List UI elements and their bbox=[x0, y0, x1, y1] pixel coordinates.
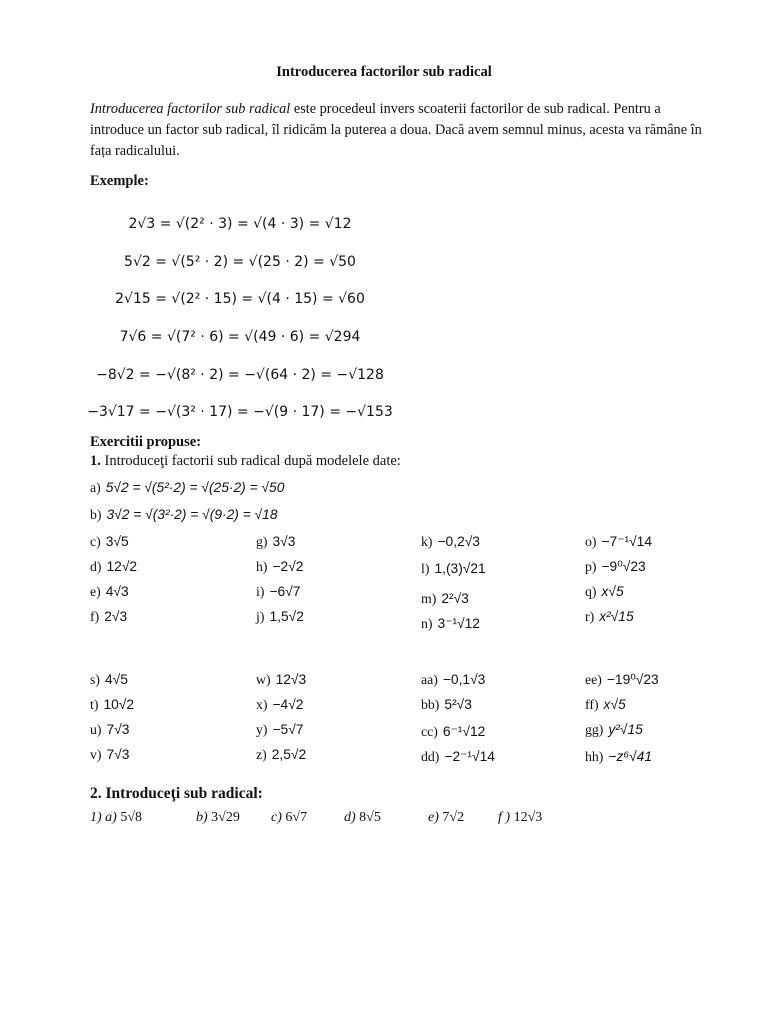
item-expression: x√5 bbox=[603, 697, 626, 712]
task-2-item bbox=[428, 810, 464, 826]
exercise-item bbox=[421, 561, 486, 577]
item-expression: −5√7 bbox=[272, 722, 304, 737]
item-expression: −z⁶√41 bbox=[608, 749, 653, 764]
item-label: h) bbox=[256, 559, 268, 574]
exercise-item bbox=[90, 559, 137, 575]
exercise-item bbox=[585, 697, 626, 713]
exercise-item bbox=[585, 559, 646, 575]
item-expression: 3√5 bbox=[105, 534, 129, 549]
item-expression: 12√3 bbox=[275, 672, 307, 687]
item-label: n) bbox=[421, 616, 433, 631]
item-label: g) bbox=[256, 534, 268, 549]
exercise-item bbox=[585, 534, 652, 550]
item-expression: 6√7 bbox=[285, 810, 308, 825]
item-label: c) bbox=[271, 810, 282, 825]
item-label: c) bbox=[90, 534, 101, 549]
item-label: a) bbox=[90, 480, 101, 495]
item-expression: −7⁻¹√14 bbox=[601, 534, 653, 549]
exercise-item bbox=[256, 722, 303, 738]
item-expression: 12√2 bbox=[106, 559, 138, 574]
example-equation: 5√2 = √(5² · 2) = √(25 · 2) = √50 bbox=[124, 254, 356, 270]
item-expression: 7√2 bbox=[442, 810, 465, 825]
task-2-item bbox=[196, 810, 240, 826]
item-label: 1) a) bbox=[90, 810, 117, 825]
exercise-item bbox=[421, 672, 485, 688]
item-label: cc) bbox=[421, 724, 438, 739]
item-label: r) bbox=[585, 609, 595, 624]
item-label: q) bbox=[585, 584, 597, 599]
item-expression: 8√5 bbox=[359, 810, 381, 825]
item-expression: 3√3 bbox=[272, 534, 296, 549]
exercise-item bbox=[585, 749, 652, 765]
item-expression: 1,(3)√21 bbox=[434, 561, 486, 576]
item-label: hh) bbox=[585, 749, 604, 764]
item-label: o) bbox=[585, 534, 597, 549]
task-2-number: 2. bbox=[90, 785, 102, 802]
item-label: j) bbox=[256, 609, 265, 624]
item-expression: 12√3 bbox=[513, 810, 543, 825]
item-label: y) bbox=[256, 722, 268, 737]
item-expression: 4√5 bbox=[104, 672, 128, 687]
task-1-instruction bbox=[90, 453, 401, 470]
item-expression: 3√29 bbox=[211, 810, 240, 825]
exercise-item bbox=[90, 609, 127, 625]
item-label: d) bbox=[90, 559, 102, 574]
exercise-item bbox=[585, 609, 634, 625]
item-expression: y²√15 bbox=[608, 722, 643, 737]
task-2-item bbox=[344, 810, 381, 826]
exercise-item bbox=[421, 616, 480, 632]
item-label: k) bbox=[421, 534, 433, 549]
example-equation: 2√15 = √(2² · 15) = √(4 · 15) = √60 bbox=[115, 291, 365, 307]
item-label: p) bbox=[585, 559, 597, 574]
item-label: w) bbox=[256, 672, 271, 687]
exercise-item bbox=[585, 722, 643, 738]
item-expression: −6√7 bbox=[269, 584, 301, 599]
item-label: m) bbox=[421, 591, 437, 606]
item-expression: x²√15 bbox=[599, 609, 634, 624]
exercise-item bbox=[585, 584, 624, 600]
exercise-item bbox=[90, 584, 129, 600]
item-label: aa) bbox=[421, 672, 438, 687]
exercise-item bbox=[421, 724, 485, 740]
example-equation: −8√2 = −√(8² · 2) = −√(64 · 2) = −√128 bbox=[96, 367, 384, 383]
exercise-item bbox=[256, 672, 306, 688]
exercise-item bbox=[421, 697, 472, 713]
item-label: bb) bbox=[421, 697, 440, 712]
item-expression: −19⁰√23 bbox=[606, 672, 659, 687]
task-2-item bbox=[498, 810, 542, 826]
exercises-label: Exercitii propuse: bbox=[90, 434, 202, 450]
item-expression: 4√3 bbox=[105, 584, 129, 599]
item-expression: 7√3 bbox=[106, 747, 130, 762]
exercise-item bbox=[90, 747, 129, 763]
exercise-item bbox=[585, 672, 659, 688]
task-2-text: Introduceţi sub radical: bbox=[101, 785, 263, 802]
item-expression: −2√2 bbox=[272, 559, 304, 574]
item-label: b) bbox=[90, 507, 102, 522]
item-expression: −0,1√3 bbox=[442, 672, 486, 687]
task-1-text: Introduceţi factorii sub radical după modelele date: bbox=[100, 453, 401, 469]
item-expression: 3⁻¹√12 bbox=[437, 616, 480, 631]
item-expression: 1,5√2 bbox=[269, 609, 304, 624]
item-label: f ) bbox=[498, 810, 511, 825]
item-label: i) bbox=[256, 584, 265, 599]
item-expression: 6⁻¹√12 bbox=[442, 724, 486, 739]
item-label: ff) bbox=[585, 697, 599, 712]
task-1-number: 1. bbox=[90, 453, 101, 469]
exercise-item bbox=[421, 749, 495, 765]
task-2-item bbox=[271, 810, 307, 826]
page-title: Introducerea factorilor sub radical bbox=[276, 64, 492, 80]
exercise-item bbox=[421, 591, 469, 607]
item-label: e) bbox=[428, 810, 439, 825]
examples-label: Exemple: bbox=[90, 173, 149, 189]
exercise-item bbox=[256, 609, 304, 625]
exercise-item bbox=[90, 722, 129, 738]
item-label: gg) bbox=[585, 722, 604, 737]
item-expression: 5√8 bbox=[120, 810, 143, 825]
exercise-item bbox=[90, 697, 134, 713]
item-expression: 5²√3 bbox=[444, 697, 472, 712]
item-label: f) bbox=[90, 609, 100, 624]
item-label: u) bbox=[90, 722, 102, 737]
exercise-item bbox=[256, 747, 306, 763]
item-expression: −0,2√3 bbox=[437, 534, 480, 549]
intro-term: Introducerea factorilor sub radical bbox=[90, 101, 291, 117]
exercise-item bbox=[90, 534, 129, 550]
intro-text: este procedeul invers scoaterii factorilor de sub radical. Pentru a introduce un factor sub radical, îl ridicăm la puterea a doua. Dacă avem semnul minus, acesta va rămâne în fața radicalului. bbox=[90, 101, 702, 159]
exercise-item bbox=[90, 672, 128, 688]
item-label: ee) bbox=[585, 672, 602, 687]
item-label: l) bbox=[421, 561, 430, 576]
task-2-instruction bbox=[90, 785, 263, 803]
item-expression: 3√2 = √(3²·2) = √(9·2) = √18 bbox=[106, 507, 278, 522]
model-item bbox=[90, 480, 284, 496]
item-expression: 5√2 = √(5²·2) = √(25·2) = √50 bbox=[105, 480, 285, 495]
item-expression: 2√3 bbox=[104, 609, 128, 624]
item-expression: 7√3 bbox=[106, 722, 130, 737]
example-equation: 2√3 = √(2² · 3) = √(4 · 3) = √12 bbox=[128, 216, 352, 232]
exercise-item bbox=[256, 697, 303, 713]
item-expression: 10√2 bbox=[103, 697, 135, 712]
example-equation: 7√6 = √(7² · 6) = √(49 · 6) = √294 bbox=[119, 329, 361, 345]
item-label: s) bbox=[90, 672, 100, 687]
item-label: b) bbox=[196, 810, 208, 825]
model-item bbox=[90, 507, 278, 523]
item-label: dd) bbox=[421, 749, 440, 764]
item-label: t) bbox=[90, 697, 99, 712]
item-expression: −2⁻¹√14 bbox=[444, 749, 495, 764]
item-expression: x√5 bbox=[601, 584, 624, 599]
item-expression: 2,5√2 bbox=[271, 747, 307, 762]
exercise-item bbox=[421, 534, 480, 550]
item-expression: −9⁰√23 bbox=[601, 559, 646, 574]
example-equation: −3√17 = −√(3² · 17) = −√(9 · 17) = −√153 bbox=[87, 404, 393, 420]
exercise-item bbox=[256, 534, 295, 550]
item-label: v) bbox=[90, 747, 102, 762]
exercise-item bbox=[256, 584, 300, 600]
item-label: z) bbox=[256, 747, 267, 762]
item-label: x) bbox=[256, 697, 268, 712]
intro-paragraph bbox=[90, 99, 710, 162]
task-2-item bbox=[90, 810, 142, 826]
item-label: e) bbox=[90, 584, 101, 599]
item-label: d) bbox=[344, 810, 356, 825]
exercise-item bbox=[256, 559, 303, 575]
item-expression: −4√2 bbox=[272, 697, 304, 712]
item-expression: 2²√3 bbox=[441, 591, 469, 606]
